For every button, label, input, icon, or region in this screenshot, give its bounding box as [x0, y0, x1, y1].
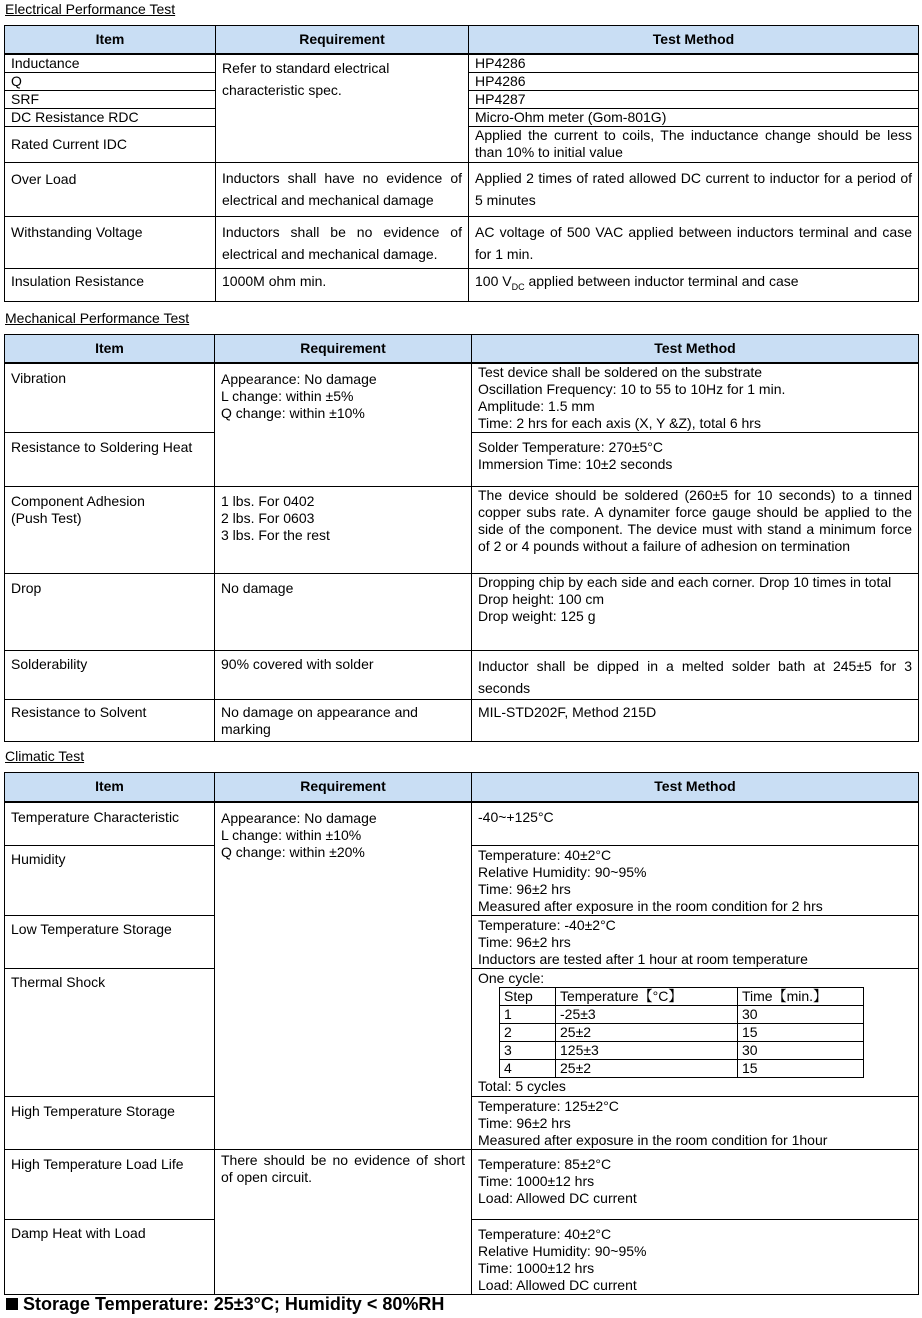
- method-cell: Micro-Ohm meter (Gom-801G): [469, 108, 919, 126]
- method-text: applied between inductor terminal and case: [524, 272, 799, 289]
- requirement-cell: Inductors shall be no evidence of electrical and mechanical damage.: [216, 216, 469, 268]
- requirement-cell: No damage on appearance and marking: [215, 700, 472, 742]
- method-cell: AC voltage of 500 VAC applied between inductors terminal and case for 1 min.: [469, 216, 919, 268]
- table-row: [5, 363, 919, 433]
- cycle-total: Total: 5 cycles: [478, 1078, 566, 1094]
- cycle-cell: 125±3: [556, 1042, 738, 1060]
- method-line: Amplitude: 1.5 mm: [478, 397, 595, 414]
- method-line: Time: 1000±12 hrs: [478, 1260, 595, 1276]
- cycle-cell: -25±3: [556, 1006, 738, 1024]
- section-title-climatic: Climatic Test: [5, 748, 85, 764]
- method-cell: [472, 433, 919, 487]
- item-cell: Over Load: [5, 162, 216, 216]
- requirement-line: Q change: within ±20%: [221, 843, 365, 860]
- item-cell: Resistance to Solvent: [5, 700, 215, 742]
- method-text: 100 V: [475, 272, 512, 289]
- table-row: [5, 802, 919, 846]
- header-item: Item: [5, 26, 216, 54]
- header-item: Item: [5, 335, 215, 363]
- requirement-cell: 90% covered with solder: [215, 651, 472, 700]
- cycle-table: [499, 987, 864, 1078]
- method-line: Temperature: 85±2°C: [478, 1156, 612, 1172]
- item-cell: High Temperature Storage: [5, 1097, 215, 1150]
- cycle-cell: 4: [500, 1060, 556, 1078]
- requirement-cell: [215, 802, 472, 1150]
- table-row: [5, 268, 919, 301]
- item-cell: Withstanding Voltage: [5, 216, 216, 268]
- requirement-line: 1 lbs. For 0402: [221, 493, 315, 509]
- method-cell: Applied the current to coils, The inductance change should be less than 10% to initial value: [469, 126, 919, 162]
- item-cell: Inductance: [5, 54, 216, 73]
- method-cell: [472, 1220, 919, 1295]
- table-row: [5, 651, 919, 700]
- header-requirement: Requirement: [216, 26, 469, 54]
- header-item: Item: [5, 773, 215, 802]
- storage-note: [6, 1294, 444, 1314]
- method-line: Load: Allowed DC current: [478, 1190, 637, 1206]
- method-line: Measured after exposure in the room condition for 1hour: [478, 1132, 828, 1148]
- climatic-table: [4, 772, 919, 1295]
- item-cell: High Temperature Load Life: [5, 1150, 215, 1220]
- method-line: Drop height: 100 cm: [478, 591, 605, 607]
- method-cell: [472, 363, 919, 433]
- method-cell: [472, 916, 919, 969]
- table-row: [5, 700, 919, 742]
- method-cell: [472, 1150, 919, 1220]
- requirement-line: Q change: within ±10%: [221, 404, 365, 421]
- cycle-cell: 1: [500, 1006, 556, 1024]
- electrical-table: [4, 25, 919, 302]
- item-cell: Resistance to Soldering Heat: [5, 433, 215, 487]
- method-cell: HP4286: [469, 54, 919, 73]
- method-cell: Inductor shall be dipped in a melted solder bath at 245±5 for 3 seconds: [472, 651, 919, 700]
- mechanical-table: [4, 334, 919, 742]
- table-row: [5, 487, 919, 574]
- cycle-cell: 3: [500, 1042, 556, 1060]
- method-line: Time: 96±2 hrs: [478, 1115, 571, 1131]
- method-line: Time: 2 hrs for each axis (X, Y &Z), total 6 hrs: [478, 414, 761, 431]
- requirement-line: Appearance: No damage: [221, 370, 377, 387]
- header-requirement: Requirement: [215, 773, 472, 802]
- method-cell: Applied 2 times of rated allowed DC current to inductor for a period of 5 minutes: [469, 162, 919, 216]
- requirement-cell: 1000M ohm min.: [216, 268, 469, 301]
- item-cell: Thermal Shock: [5, 969, 215, 1097]
- method-line: Time: 1000±12 hrs: [478, 1173, 595, 1189]
- method-line: Temperature: 40±2°C: [478, 847, 612, 863]
- requirement-cell: No damage: [215, 574, 472, 651]
- item-cell: Vibration: [5, 363, 215, 433]
- cycle-cell: 15: [738, 1024, 864, 1042]
- requirement-cell: Refer to standard electrical characteristic spec.: [216, 54, 469, 163]
- cycle-cell: 25±2: [556, 1060, 738, 1078]
- cycle-cell: 30: [738, 1006, 864, 1024]
- method-line: Time: 96±2 hrs: [478, 934, 571, 950]
- method-cell: [472, 574, 919, 651]
- table-row: [5, 216, 919, 268]
- cycle-header-row: [500, 988, 864, 1006]
- item-cell: SRF: [5, 90, 216, 108]
- table-row: [5, 574, 919, 651]
- method-cell: HP4286: [469, 72, 919, 90]
- requirement-line: 2 lbs. For 0603: [221, 510, 315, 526]
- section-title-mechanical: Mechanical Performance Test: [5, 310, 190, 326]
- cycle-row: [500, 1006, 864, 1024]
- cycle-row: [500, 1024, 864, 1042]
- method-line: Test device shall be soldered on the substrate: [478, 363, 763, 380]
- method-cell: -40~+125°C: [472, 802, 919, 846]
- header-method: Test Method: [469, 26, 919, 54]
- cycle-cell: 30: [738, 1042, 864, 1060]
- method-subscript: DC: [511, 281, 525, 292]
- method-cell: [472, 969, 919, 1097]
- item-cell: Temperature Characteristic: [5, 802, 215, 846]
- header-method: Test Method: [472, 335, 919, 363]
- method-line: Relative Humidity: 90~95%: [478, 864, 647, 880]
- storage-note-text: Storage Temperature: 25±3°C; Humidity < 80%RH: [23, 1294, 445, 1314]
- method-line: Measured after exposure in the room condition for 2 hrs: [478, 898, 823, 914]
- cycle-header: Step: [500, 988, 556, 1006]
- method-cell: The device should be soldered (260±5 for 10 seconds) to a tinned copper subs rate. A dynamiter force gauge should be applied to the side of the component. The device must with stand a minimum force of 2 or 4 pounds without a failure of adhesion on termination: [472, 487, 919, 574]
- item-cell: Q: [5, 72, 216, 90]
- cycle-header: Time【min.】: [738, 988, 864, 1006]
- requirement-cell: [215, 487, 472, 574]
- table-row: [5, 1150, 919, 1220]
- method-line: Oscillation Frequency: 10 to 55 to 10Hz for 1 min.: [478, 380, 786, 397]
- item-cell: Humidity: [5, 846, 215, 916]
- cycle-cell: 25±2: [556, 1024, 738, 1042]
- requirement-cell: Inductors shall have no evidence of electrical and mechanical damage: [216, 162, 469, 216]
- header-requirement: Requirement: [215, 335, 472, 363]
- method-line: Solder Temperature: 270±5°C: [478, 439, 664, 455]
- cycle-row: [500, 1042, 864, 1060]
- method-line: Inductors are tested after 1 hour at room temperature: [478, 951, 808, 967]
- header-method: Test Method: [472, 773, 919, 802]
- item-cell: DC Resistance RDC: [5, 108, 216, 126]
- cycle-cell: 15: [738, 1060, 864, 1078]
- requirement-cell: There should be no evidence of short of open circuit.: [215, 1150, 472, 1295]
- method-line: Time: 96±2 hrs: [478, 881, 571, 897]
- table-row: [5, 162, 919, 216]
- method-cell: HP4287: [469, 90, 919, 108]
- method-cell: MIL-STD202F, Method 215D: [472, 700, 919, 742]
- method-line: Temperature: -40±2°C: [478, 917, 616, 933]
- square-bullet-icon: [6, 1298, 18, 1310]
- method-line: Relative Humidity: 90~95%: [478, 1243, 647, 1259]
- item-cell: Solderability: [5, 651, 215, 700]
- method-line: Load: Allowed DC current: [478, 1277, 637, 1293]
- cycle-intro: One cycle:: [478, 970, 545, 986]
- item-cell: Damp Heat with Load: [5, 1220, 215, 1295]
- requirement-line: L change: within ±10%: [221, 826, 362, 843]
- method-line: Temperature: 125±2°C: [478, 1098, 619, 1114]
- cycle-cell: 2: [500, 1024, 556, 1042]
- method-cell: [472, 846, 919, 916]
- item-cell: Insulation Resistance: [5, 268, 216, 301]
- method-line: Immersion Time: 10±2 seconds: [478, 456, 673, 472]
- requirement-line: 3 lbs. For the rest: [221, 527, 330, 543]
- cycle-row: [500, 1060, 864, 1078]
- item-cell: Low Temperature Storage: [5, 916, 215, 969]
- requirement-cell: [215, 363, 472, 487]
- method-cell: [472, 1097, 919, 1150]
- item-cell: Rated Current IDC: [5, 126, 216, 162]
- section-title-electrical: Electrical Performance Test: [5, 1, 176, 17]
- item-line: (Push Test): [11, 510, 82, 526]
- method-line: Dropping chip by each side and each corner. Drop 10 times in total: [478, 574, 892, 590]
- cycle-header: Temperature【°C】: [556, 988, 738, 1006]
- item-cell: [5, 487, 215, 574]
- method-cell: [469, 268, 919, 301]
- method-line: Drop weight: 125 g: [478, 608, 596, 624]
- item-cell: Drop: [5, 574, 215, 651]
- table-row: [5, 54, 919, 73]
- requirement-line: L change: within ±5%: [221, 387, 354, 404]
- item-line: Component Adhesion: [11, 493, 145, 509]
- requirement-line: Appearance: No damage: [221, 809, 377, 826]
- method-line: Temperature: 40±2°C: [478, 1226, 612, 1242]
